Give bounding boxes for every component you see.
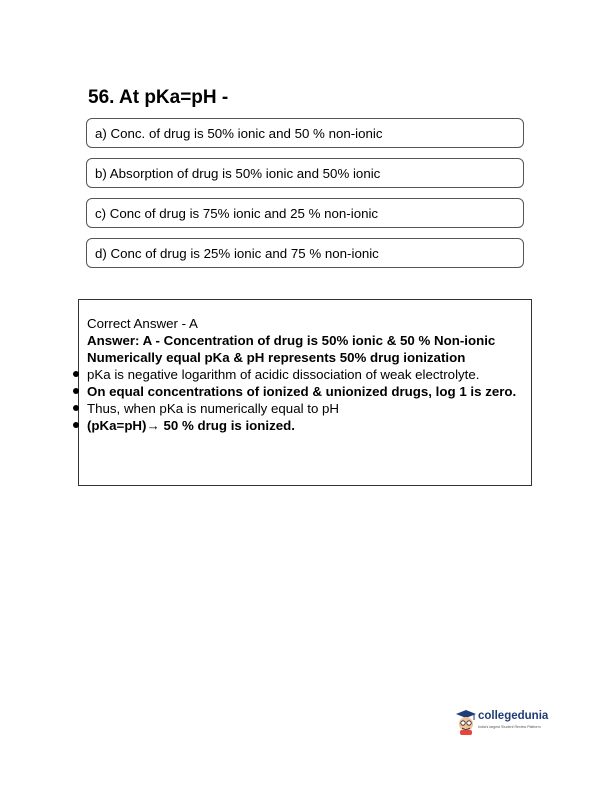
- bullet-item: [87, 417, 523, 434]
- bullet-text: pKa is negative logarithm of acidic dissociation of weak electrolyte.: [87, 367, 480, 382]
- bullet-item: [87, 400, 523, 417]
- option-c[interactable]: c) Conc of drug is 75% ionic and 25 % non-ionic: [86, 198, 524, 228]
- bullet-dot-icon: [73, 422, 79, 428]
- collegedunia-logo: [455, 707, 565, 737]
- bullet-item: [87, 383, 523, 400]
- correct-answer-label: Correct Answer - A: [87, 316, 198, 331]
- bullet-item: [87, 366, 523, 383]
- bullet-dot-icon: [73, 388, 79, 394]
- question-title: 56. At pKa=pH -: [88, 87, 229, 108]
- bullet-dot-icon: [73, 405, 79, 411]
- bullet-text: (pKa=pH)→ 50 % drug is ionized.: [87, 418, 295, 433]
- logo-tagline: India's largest Student Review Platform: [478, 725, 541, 729]
- option-b[interactable]: b) Absorption of drug is 50% ionic and 50% ionic: [86, 158, 524, 188]
- option-a[interactable]: a) Conc. of drug is 50% ionic and 50 % non-ionic: [86, 118, 524, 148]
- mascot-icon: [455, 709, 477, 735]
- answer-statement: Answer: A - Concentration of drug is 50% ionic & 50 % Non-ionic: [87, 333, 496, 348]
- explanation-heading: Numerically equal pKa & pH represents 50% drug ionization: [87, 350, 466, 365]
- bullet-text: On equal concentrations of ionized & unionized drugs, log 1 is zero.: [87, 384, 517, 399]
- logo-wordmark: collegedunia: [478, 710, 549, 722]
- answer-content: [87, 315, 523, 434]
- option-d[interactable]: d) Conc of drug is 25% ionic and 75 % non-ionic: [86, 238, 524, 268]
- bullet-text: Thus, when pKa is numerically equal to pH: [87, 401, 340, 416]
- bullet-dot-icon: [73, 371, 79, 377]
